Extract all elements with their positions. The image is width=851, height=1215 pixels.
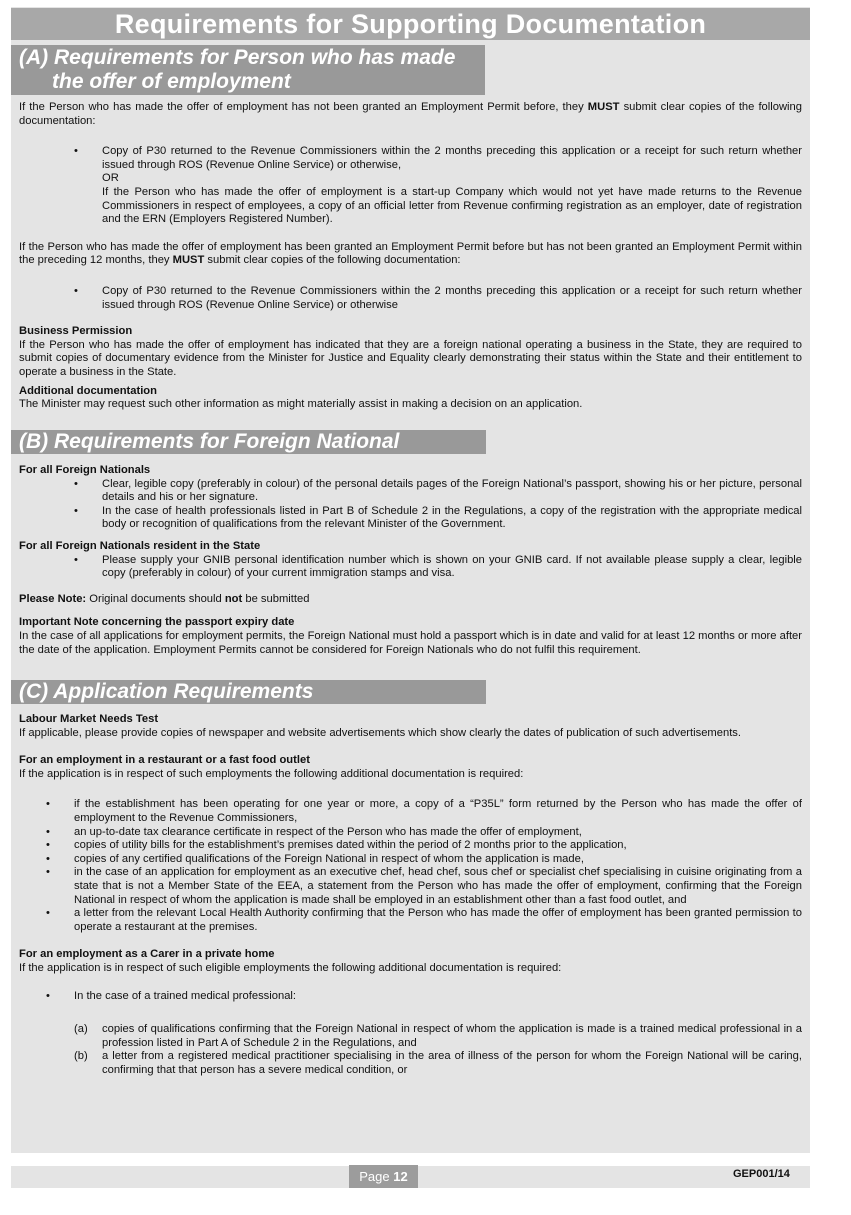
- additional-documentation-text: The Minister may request such other information as might materially assist in making a decision on an application.: [19, 398, 583, 411]
- bullet-dot: •: [74, 553, 78, 566]
- section-a-bullet-1-cont: If the Person who has made the offer of employment is a start-up Company which would not yet have made returns to the Revenue Commissioners in respect of employees, a copy of an official letter from Revenue confirming registration as an employer, date of registration and the ERN (Employers Registered Number).: [102, 185, 802, 226]
- bullet-dot: •: [74, 504, 78, 517]
- please-note: Please Note: Original documents should not be submitted: [19, 592, 310, 605]
- enum-marker: (b): [74, 1050, 88, 1063]
- carer-title: For an employment as a Carer in a private home: [19, 948, 275, 961]
- business-permission-title: Business Permission: [19, 325, 133, 338]
- document-code: GEP001/14: [733, 1168, 790, 1180]
- all-foreign-nationals-title: For all Foreign Nationals: [19, 464, 151, 476]
- section-b-content: [19, 464, 802, 657]
- passport-expiry-title: Important Note concerning the passport expiry date: [19, 616, 295, 629]
- section-a-bullet-1: • Copy of P30 returned to the Revenue Commissioners within the 2 months preceding this application or a receipt for such return whether issued through ROS (Revenue Online Service) or otherwise, OR If the Person who has made the offer of employment is a start-up Company which would not yet have made returns to the Revenue Commissioners in respect of employees, a copy of an official letter from Revenue confirming registration as an employer, date of registration and the ERN (Employers Registered Number).: [74, 145, 802, 226]
- bullet-dot: •: [46, 825, 50, 838]
- restaurant-title: For an employment in a restaurant or a fast food outlet: [19, 754, 310, 767]
- section-a-bullet-2: • Copy of P30 returned to the Revenue Commissioners within the 2 months preceding this application or a receipt for such return whether issued through ROS (Revenue Online Service) or otherwise: [74, 284, 802, 311]
- carer-bullet-1: • In the case of a trained medical professional:: [46, 989, 297, 1002]
- restaurant-item: • if the establishment has been operating for one year or more, a copy of a “P35L” form returned by the Person who has made the offer of employment to the Revenue Commissioners,: [46, 798, 802, 824]
- passport-expiry-text: In the case of all applications for employment permits, the Foreign National must hold a passport which is in date and valid for at least 12 months or more after the date of the application. Employment Permits cannot be considered for Foreign Nationals who do not fulfil this requirement.: [19, 629, 802, 656]
- bullet-dot: •: [46, 798, 50, 811]
- restaurant-item: • an up-to-date tax clearance certificate in respect of the Person who has made the offer of employment,: [46, 825, 582, 838]
- bullet-dot: •: [46, 852, 50, 865]
- section-a-content: [19, 101, 802, 412]
- restaurant-text: If the application is in respect of such employments the following additional documentation is required:: [19, 767, 524, 780]
- section-a-intro-1: If the Person who has made the offer of employment has not been granted an Employment Permit before, they MUST submit clear copies of the following documentation:: [19, 101, 802, 127]
- section-c-heading: (C) Application Requirements: [11, 680, 486, 704]
- section-a-intro-2: If the Person who has made the offer of employment has been granted an Employment Permit before but has not been granted an Employment Permit within the preceding 12 months, they MUST submit clear copies of the following documentation:: [19, 240, 802, 267]
- restaurant-item: • copies of any certified qualifications of the Foreign National in respect of whom the application is made,: [46, 852, 584, 865]
- enum-marker: (a): [74, 1023, 88, 1036]
- bullet-dot: •: [74, 477, 78, 490]
- all-foreign-nationals-bullet-1: • Clear, legible copy (preferably in colour) of the personal details pages of the Foreign National’s passport, showing his or her picture, personal details and his or her signature.: [74, 477, 802, 504]
- section-a-heading-line1: (A) Requirements for Person who has made: [19, 46, 456, 69]
- carer-enum-item: (a) copies of qualifications confirming that the Foreign National in respect of whom the application is made is a trained medical professional in a profession listed in Part A of Schedule 2 in the Regulations, and: [74, 1023, 802, 1049]
- restaurant-item: • copies of utility bills for the establishment’s premises dated within the period of 2 months prior to the application,: [46, 839, 627, 852]
- resident-foreign-nationals-bullet-1: • Please supply your GNIB personal identification number which is shown on your GNIB card. If not available please supply a clear, legible copy (preferably in colour) of your current immigration stamps and visa.: [74, 553, 802, 580]
- carer-text: If the application is in respect of such eligible employments the following additional documentation is required:: [19, 961, 562, 974]
- labour-market-title: Labour Market Needs Test: [19, 713, 159, 725]
- restaurant-item: • a letter from the relevant Local Health Authority confirming that the Person who has made the offer of employment has been granted permission to operate a restaurant at the premises.: [46, 907, 802, 933]
- resident-foreign-nationals-title: For all Foreign Nationals resident in the State: [19, 539, 261, 552]
- bullet-dot: •: [46, 839, 50, 852]
- bullet-dot: •: [74, 284, 78, 297]
- page-number: Page 12: [349, 1165, 418, 1188]
- bullet-dot: •: [46, 989, 50, 1002]
- business-permission-text: If the Person who has made the offer of employment has indicated that they are a foreign national operating a business in the State, they are required to submit copies of documentary evidence from the Minister for Justice and Equality clearly demonstrating their status within the State and their entitlement to operate a business in the State.: [19, 338, 802, 378]
- restaurant-item: • in the case of an application for employment as an executive chef, head chef, sous chef or specialist chef specialising in cuisine originating from a state that is not a Member State of the EEA, a statement from the Person who has made the offer of employment, confirming that the Foreign National in respect of whom the application is made shall be employed in an establishment other than a fast food outlet, and: [46, 866, 802, 906]
- section-b-heading: (B) Requirements for Foreign National: [11, 430, 486, 454]
- section-c-content: [19, 713, 802, 1077]
- carer-enum-item: (b) a letter from a registered medical practitioner specialising in the area of illness of the person for whom the Foreign National will be caring, confirming that that person has a severe medical condition, or: [74, 1050, 802, 1076]
- page-title: Requirements for Supporting Documentation: [11, 8, 810, 40]
- additional-documentation-title: Additional documentation: [19, 384, 157, 397]
- or-label: OR: [102, 172, 119, 185]
- all-foreign-nationals-bullet-2: • In the case of health professionals listed in Part B of Schedule 2 in the Regulations, a copy of the registration with the appropriate medical body or recognition of qualifications from the relevant Minister of the Government.: [74, 504, 802, 531]
- section-a-heading-line2: the offer of employment: [52, 70, 291, 93]
- bullet-dot: •: [74, 145, 78, 158]
- bullet-dot: •: [46, 866, 50, 879]
- section-a-heading: [11, 45, 485, 95]
- bullet-dot: •: [46, 907, 50, 920]
- labour-market-text: If applicable, please provide copies of newspaper and website advertisements which show clearly the dates of publication of such advertisements.: [19, 726, 741, 739]
